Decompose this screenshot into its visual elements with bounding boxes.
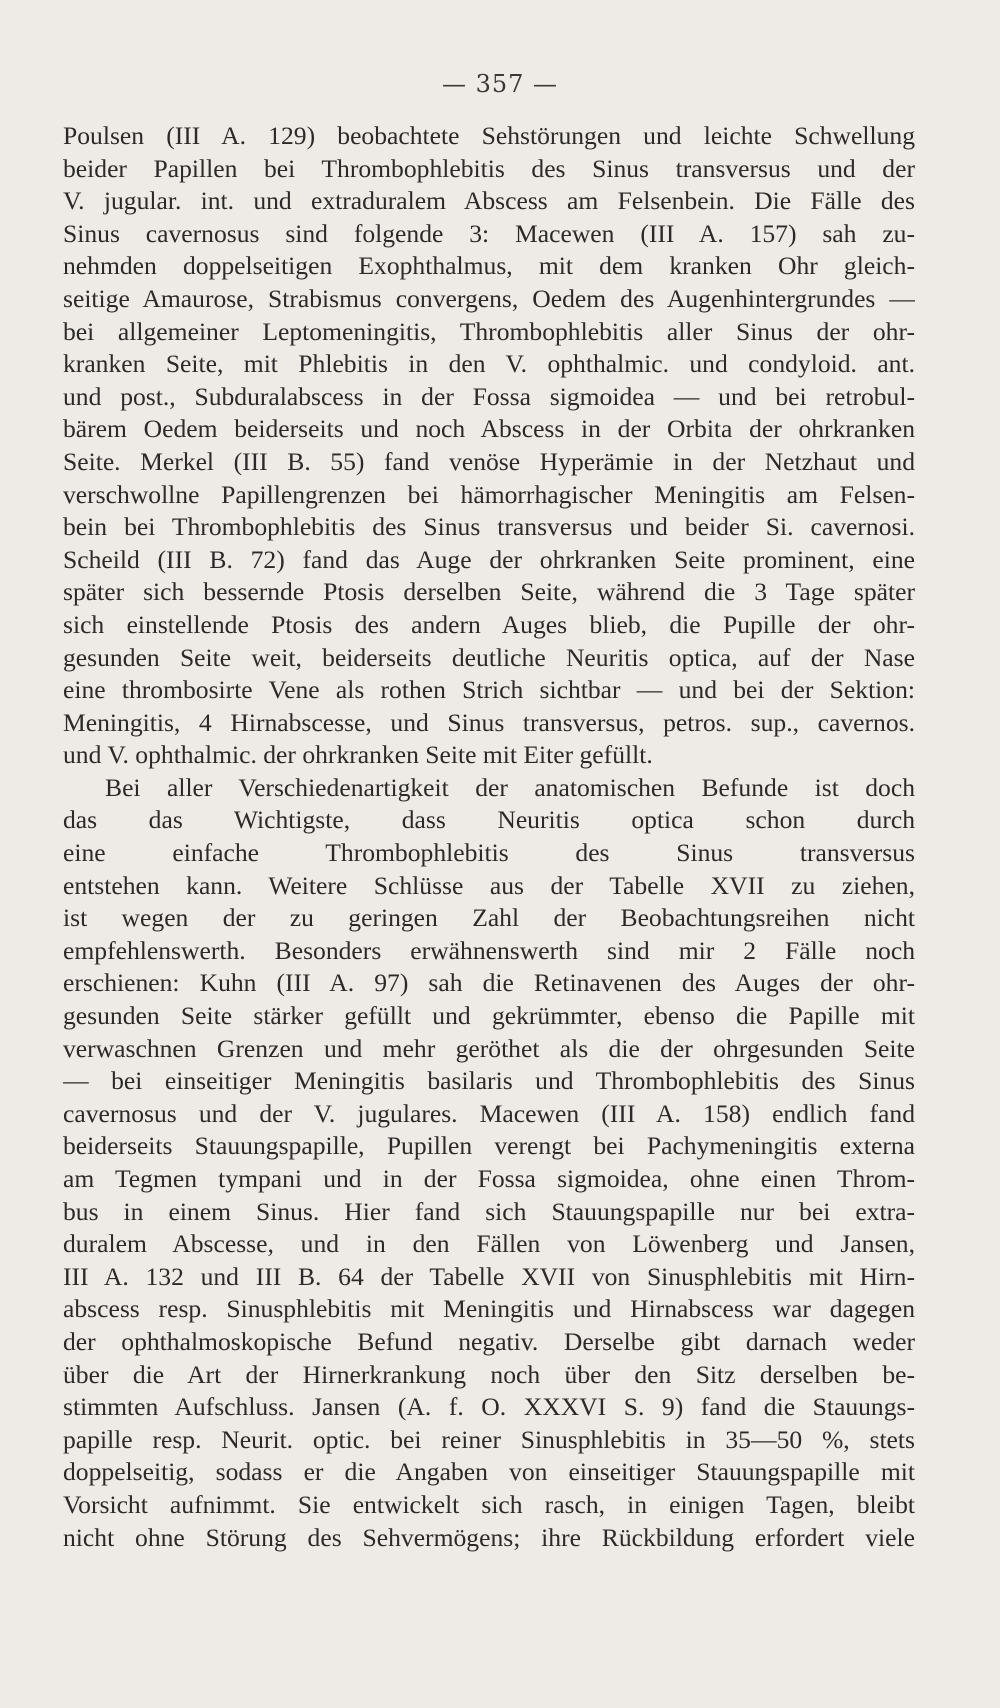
text-line: und V. ophthalmic. der ohrkranken Seite mit Eiter gefüllt.: [63, 740, 653, 770]
text-line: erschienen: Kuhn (III A. 97) sah die Retinavenen des Auges der ohr-: [63, 968, 915, 998]
text-line: bärem Oedem beiderseits und noch Abscess in der Orbita der ohrkranken: [63, 414, 915, 444]
text-line: beider Papillen bei Thrombophlebitis des Sinus transversus und der: [63, 153, 915, 183]
text-line: — bei einseitiger Meningitis basilaris und Thrombophlebitis des Sinus: [63, 1066, 915, 1096]
text-line: V. jugular. int. und extraduralem Abscess am Felsenbein. Die Fälle des: [63, 186, 915, 216]
text-line: verschwollne Papillengrenzen bei hämorrhagischer Meningitis am Felsen-: [63, 479, 915, 509]
text-line: später sich bessernde Ptosis derselben Seite, während die 3 Tage später: [63, 577, 915, 607]
text-line: Vorsicht aufnimmt. Sie entwickelt sich rasch, in einigen Tagen, bleibt: [63, 1489, 915, 1519]
text-line: ist wegen der zu geringen Zahl der Beobachtungsreihen nicht: [63, 903, 915, 933]
text-line: kranken Seite, mit Phlebitis in den V. ophthalmic. und condyloid. ant.: [63, 349, 915, 379]
text-line: Meningitis, 4 Hirnabscesse, und Sinus transversus, petros. sup., cavernos.: [63, 707, 915, 737]
text-line: das das Wichtigste, dass Neuritis optica schon durch: [63, 805, 915, 835]
text-line: empfehlenswerth. Besonders erwähnenswerth sind mir 2 Fälle noch: [63, 935, 915, 965]
text-line: III A. 132 und III B. 64 der Tabelle XVII von Sinusphlebitis mit Hirn-: [63, 1261, 915, 1291]
text-line: gesunden Seite weit, beiderseits deutliche Neuritis optica, auf der Nase: [63, 642, 915, 672]
text-line: papille resp. Neurit. optic. bei reiner Sinusphlebitis in 35—50 %, stets: [63, 1424, 915, 1454]
text-line: gesunden Seite stärker gefüllt und gekrümmter, ebenso die Papille mit: [63, 1001, 915, 1031]
text-line: Poulsen (III A. 129) beobachtete Sehstörungen und leichte Schwellung: [63, 121, 915, 150]
text-line: am Tegmen tympani und in der Fossa sigmoidea, ohne einen Throm-: [63, 1164, 915, 1193]
text-line: eine thrombosirte Vene als rothen Strich sichtbar — und bei der Sektion:: [63, 675, 915, 705]
text-line: Scheild (III B. 72) fand das Auge der ohrkranken Seite prominent, eine: [63, 544, 915, 574]
text-line: stimmten Aufschluss. Jansen (A. f. O. XXXVI S. 9) fand die Stauungs-: [63, 1392, 915, 1422]
text-line: seitige Amaurose, Strabismus convergens, Oedem des Augenhintergrundes —: [63, 283, 915, 313]
text-line: sich einstellende Ptosis des andern Auges blieb, die Pupille der ohr-: [63, 609, 915, 639]
text-line: Sinus cavernosus sind folgende 3: Macewen (III A. 157) sah zu-: [63, 218, 915, 248]
text-line: bus in einem Sinus. Hier fand sich Stauungspapille nur bei extra-: [63, 1196, 915, 1226]
text-line: Seite. Merkel (III B. 55) fand venöse Hyperämie in der Netzhaut und: [63, 446, 915, 476]
text-line: eine einfache Thrombophlebitis des Sinus transversus: [63, 838, 915, 868]
page-number: — 357 —: [441, 70, 559, 98]
text-line: nicht ohne Störung des Sehvermögens; ihre Rückbildung erfordert viele: [63, 1522, 915, 1552]
text-line: abscess resp. Sinusphlebitis mit Meningitis und Hirnabscess war dagegen: [63, 1294, 915, 1324]
text-line: verwaschnen Grenzen und mehr geröthet als die der ohrgesunden Seite: [63, 1033, 915, 1063]
text-line: und post., Subduralabscess in der Fossa sigmoidea — und bei retrobul-: [63, 381, 915, 411]
text-line: cavernosus und der V. jugulares. Macewen (III A. 158) endlich fand: [63, 1098, 915, 1128]
body-text: [63, 120, 915, 1554]
text-line: bein bei Thrombophlebitis des Sinus transversus und beider Si. cavernosi.: [63, 512, 915, 542]
text-line: über die Art der Hirnerkrankung noch über den Sitz derselben be-: [63, 1359, 915, 1389]
text-line: der ophthalmoskopische Befund negativ. Derselbe gibt darnach weder: [63, 1326, 915, 1356]
text-line: bei allgemeiner Leptomeningitis, Thrombophlebitis aller Sinus der ohr-: [63, 316, 915, 346]
text-line: beiderseits Stauungspapille, Pupillen verengt bei Pachymeningitis externa: [63, 1131, 915, 1161]
text-line: duralem Abscesse, und in den Fällen von Löwenberg und Jansen,: [63, 1229, 915, 1259]
text-line: doppelseitig, sodass er die Angaben von einseitiger Stauungspapille mit: [63, 1457, 915, 1487]
text-line: entstehen kann. Weitere Schlüsse aus der Tabelle XVII zu ziehen,: [63, 870, 915, 900]
text-line: Bei aller Verschiedenartigkeit der anatomischen Befunde ist doch: [105, 772, 915, 802]
text-line: nehmden doppelseitigen Exophthalmus, mit dem kranken Ohr gleich-: [63, 251, 915, 281]
